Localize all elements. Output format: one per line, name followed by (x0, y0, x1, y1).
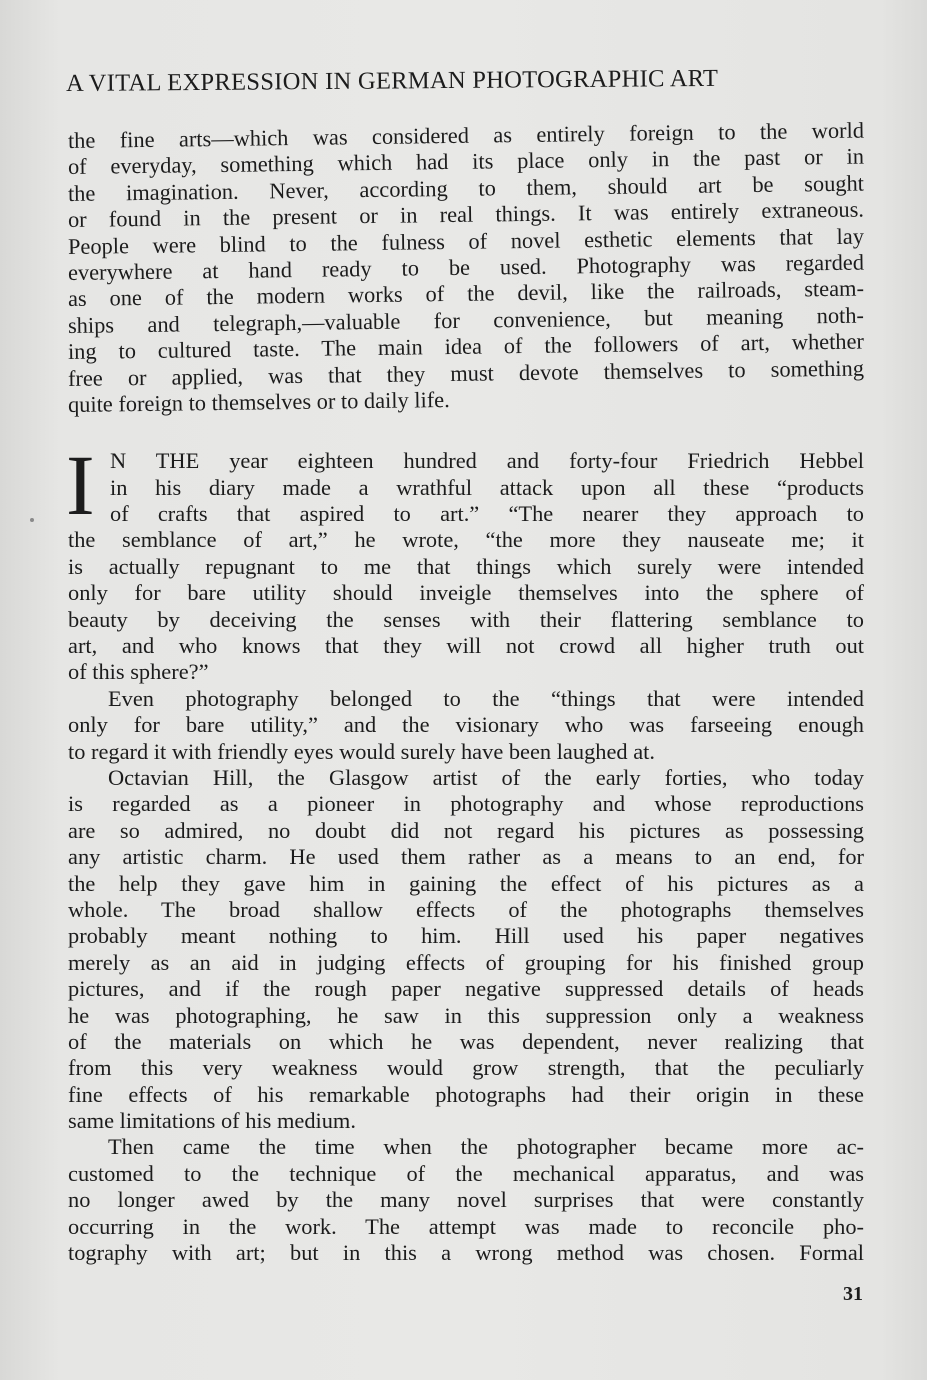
text-line: only for bare utility,” and the visionary who was farseeing enough (68, 712, 864, 738)
text-line: the fine arts—which was considered as entirely foreign to the world (67, 117, 865, 153)
text-line: the semblance of art,” he wrote, “the more they nauseate me; it (68, 527, 864, 553)
text-line: to regard it with friendly eyes would surely have been laughed at. (68, 738, 655, 764)
text-line: occurring in the work. The attempt was made to reconcile pho- (68, 1213, 864, 1239)
paragraph-4 (68, 765, 864, 1134)
text-line: any artistic charm. He used them rather as a means to an end, for (68, 844, 864, 870)
paragraph-1 (67, 117, 865, 418)
text-line: probably meant nothing to him. Hill used his paper negatives (68, 923, 864, 949)
text-line: he was photographing, he saw in this suppression only a weakness (68, 1002, 864, 1028)
text-line: People were blind to the fulness of novel esthetic elements that lay (67, 223, 865, 259)
text-line: same limitations of his medium. (68, 1108, 356, 1134)
text-line: is regarded as a pioneer in photography and whose reproductions (68, 791, 864, 817)
text-line: free or applied, was that they must devote themselves to something (67, 355, 865, 391)
text-line: Then came the time when the photographer became more ac- (108, 1134, 864, 1160)
page-number: 31 (843, 1283, 863, 1305)
paragraph-2 (66, 437, 864, 686)
text-line: ships and telegraph,—valuable for convenience, but meaning noth- (67, 302, 865, 338)
text-line: of everyday, something which had its place only in the past or in (67, 143, 865, 180)
print-speck (30, 518, 34, 522)
text-line: Even photography belonged to the “things that were intended (108, 685, 864, 711)
text-line: are so admired, no doubt did not regard his pictures as possessing (68, 817, 864, 843)
paragraph-3 (68, 686, 864, 765)
running-head: A VITAL EXPRESSION IN GERMAN PHOTOGRAPHIC ART (65, 64, 719, 97)
text-line: N THE year eighteen hundred and forty-four Friedrich Hebbel (110, 448, 864, 474)
paragraph-5 (68, 1134, 864, 1266)
text-line: pictures, and if the rough paper negative suppressed details of heads (68, 976, 864, 1002)
paragraph-gap (68, 418, 864, 448)
text-line: fine effects of his remarkable photographs had their origin in these (68, 1081, 864, 1107)
text-line: tography with art; but in this a wrong method was chosen. Formal (68, 1240, 864, 1266)
drop-cap: I (66, 437, 95, 534)
text-line: in his diary made a wrathful attack upon all these “products (110, 474, 864, 500)
text-line: the imagination. Never, according to them, should art be sought (67, 170, 865, 206)
text-line: no longer awed by the many novel surprises that were constantly (68, 1187, 864, 1213)
text-line: art, and who knows that they will not crowd all higher truth out (68, 633, 864, 659)
text-line: of the materials on which he was dependent, never realizing that (68, 1028, 864, 1054)
text-line: or found in the present or in real things. It was entirely extraneous. (67, 196, 865, 233)
text-line: beauty by deceiving the senses with their flattering semblance to (68, 606, 864, 632)
text-line: is actually repugnant to me that things which surely were intended (68, 553, 864, 579)
text-line: ing to cultured taste. The main idea of the followers of art, whether (67, 328, 865, 365)
text-line: Octavian Hill, the Glasgow artist of the early forties, who today (108, 764, 864, 790)
text-line: merely as an aid in judging effects of grouping for his finished group (68, 949, 864, 975)
text-line: quite foreign to themselves or to daily life. (67, 386, 450, 417)
text-line: of crafts that aspired to art.” “The nearer they approach to (110, 501, 864, 527)
text-line: from this very weakness would grow strength, that the peculiarly (68, 1055, 864, 1081)
text-line: customed to the technique of the mechanical apparatus, and was (68, 1160, 864, 1186)
text-line: the help they gave him in gaining the effect of his pictures as a (68, 870, 864, 896)
text-line: everywhere at hand ready to be used. Photography was regarded (67, 249, 865, 285)
text-line: of this sphere?” (68, 659, 209, 685)
body-text (66, 117, 865, 1266)
text-line: as one of the modern works of the devil, like the railroads, steam- (67, 275, 865, 312)
text-line: only for bare utility should inveigle themselves into the sphere of (68, 580, 864, 606)
text-line: whole. The broad shallow effects of the photographs themselves (68, 896, 864, 922)
